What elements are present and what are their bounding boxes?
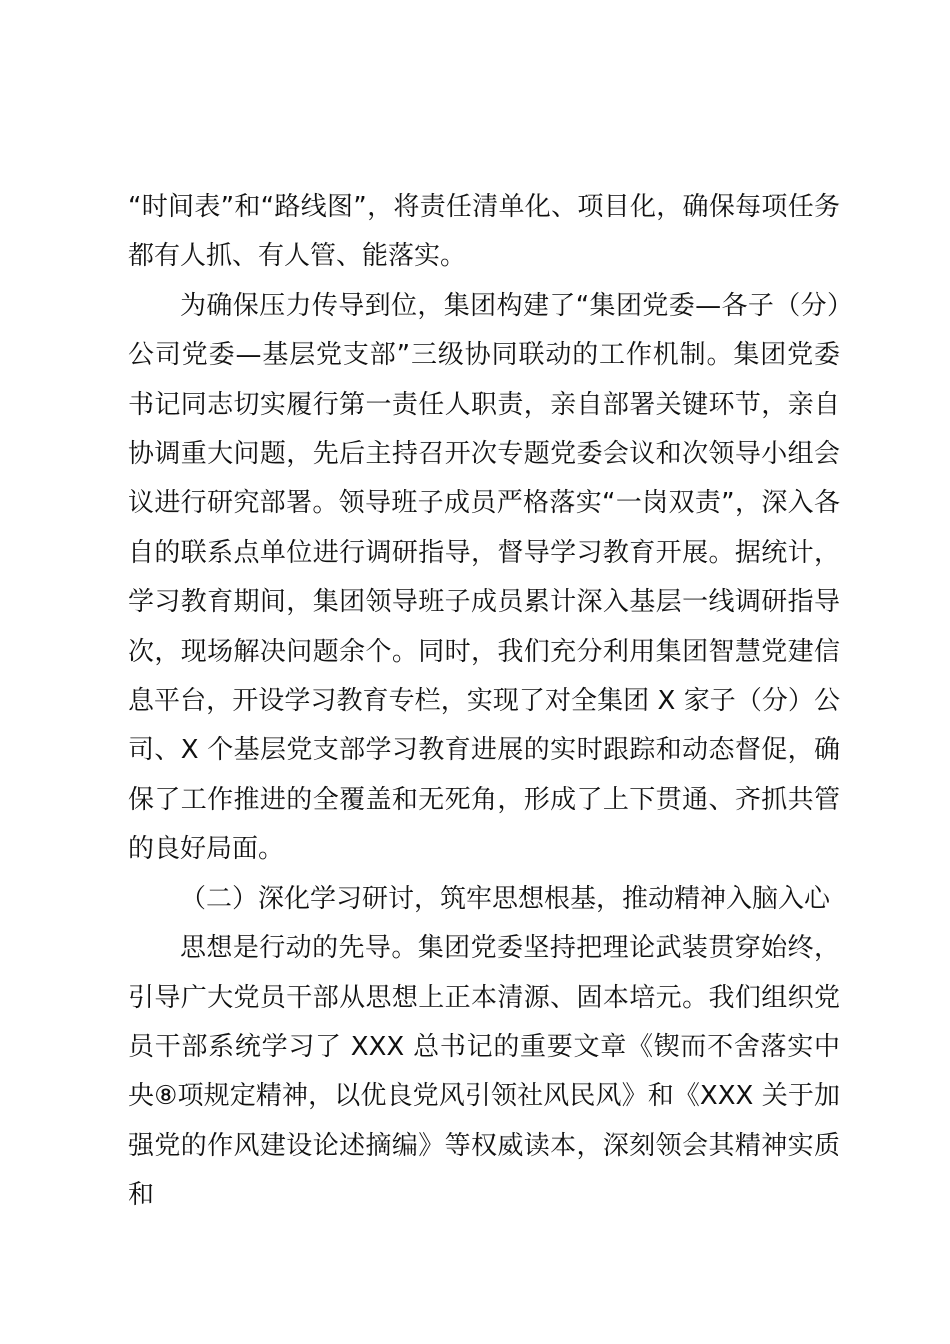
document-body <box>128 183 840 1221</box>
paragraph-continuation: “时间表”和“路线图”，将责任清单化、项目化，确保每项任务都有人抓、有人管、能落实。 <box>128 192 840 272</box>
paragraph-pressure-transmission: 为确保压力传导到位，集团构建了“集团党委—各子（分）公司党委—基层党支部”三级协同联动的工作机制。集团党委书记同志切实履行第一责任人职责，亲自部署关键环节，亲自协调重大问题，先后主持召开次专题党委会议和次领导小组会议进行研究部署。领导班子成员严格落实“一岗双责”，深入各自的联系点单位进行调研指导，督导学习教育开展。据统计，学习教育期间，集团领导班子成员累计深入基层一线调研指导次，现场解决问题余个。同时，我们充分利用集团智慧党建信息平台，开设学习教育专栏，实现了对全集团 X 家子（分）公司、X 个基层党支部学习教育进展的实时跟踪和动态督促，确保了工作推进的全覆盖和无死角，形成了上下贯通、齐抓共管的良好局面。 <box>128 290 840 865</box>
section-heading-2: （二）深化学习研讨，筑牢思想根基，推动精神入脑入心 <box>180 883 831 914</box>
paragraph-theory-study: 思想是行动的先导。集团党委坚持把理论武装贯穿始终，引导广大党员干部从思想上正本清源、固本培元。我们组织党员干部系统学习了 XXX 总书记的重要文章《锲而不舍落实中央⑧项规定精神，以优良党风引领社风民风》和《XXX 关于加强党的作风建设论述摘编》等权威读本，深刻领会其精神实质和 <box>128 933 840 1211</box>
